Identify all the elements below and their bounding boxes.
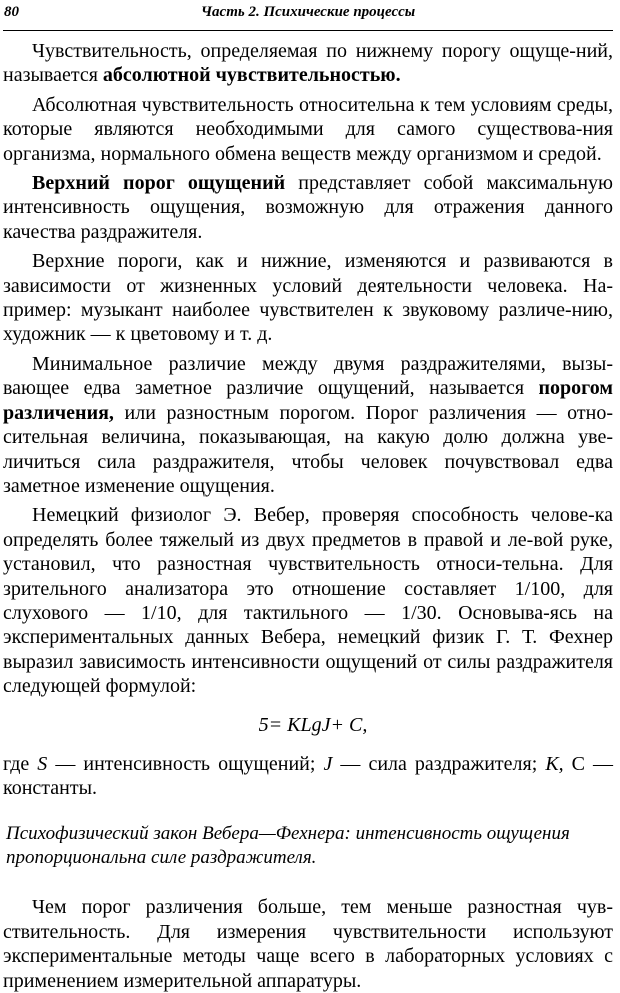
formula: 5= KLgJ+ C, [258, 713, 368, 736]
paragraph-difference-threshold: Минимальное различие между двумя раздражителями, вызы-вающее едва заметное различие ощущений, называется порогом различения, или разностным порогом. Порог различения — отно-сительная величина, показывающая, на какую долю должна уве-личиться сила раздражителя, чтобы человек почувствовал едва заметное изменение ощущения. [3, 352, 613, 497]
paragraph-upper-thresholds-change: Верхние пороги, как и нижние, изменяются и развиваются в зависимости от жизненных условий деятельности человека. На-пример: музыкант наиболее чувствителен к звуковому различе-нию, художник — к цветовому и т. д. [3, 250, 613, 346]
paragraph-measurement: Чем порог различения больше, тем меньше разностная чув-ствительность. Для измерения чувствительности используют экспериментальные методы чаще всего в лабораторных условиях с применением измерительной аппаратуры. [3, 896, 613, 992]
page-number: 80 [4, 4, 19, 20]
paragraph-absolute-sensitivity: Чувствительность, определяемая по нижнему порогу ощуще-ний, называется абсолютной чувствительностью. [3, 40, 613, 87]
paragraph-weber-fechner: Немецкий физиолог Э. Вебер, проверяя способность челове-ка определять более тяжелый из двух предметов в правой и ле-вой руке, установил, что разностная чувствительность относи-тельна. Для зрительного анализатора это отношение составляет 1/100, для слухового — 1/10, для тактильного — 1/30. Основыва-ясь на экспериментальных данных Вебера, немецкий физик Г. Т. Фехнер выразил зависимость интенсивности ощущений от силы раздражителя следующей формулой: [3, 504, 613, 698]
term-absolute-sensitivity: абсолютной чувствительностью. [102, 64, 401, 87]
paragraph-formula-legend: где S — интенсивность ощущений; J — сила раздражителя; К, С — константы. [3, 752, 614, 799]
page-body [3, 39, 613, 993]
page-header [3, 0, 613, 31]
running-title: Часть 2. Психические процессы [200, 4, 416, 20]
term-upper-threshold: Верхний порог ощущений [32, 172, 286, 195]
paragraph-upper-threshold: Верхний порог ощущений представляет собой максимальную интенсивность ощущения, возможную для отражения данного качества раздражителя. [3, 172, 613, 243]
paragraph-relativity: Абсолютная чувствительность относительна к тем условиям среды, которые являются необходимыми для самого существова-ния организма, нормального обмена веществ между организмом и средой. [3, 93, 613, 165]
law-statement: Психофизический закон Вебера—Фехнера: интенсивность ощущения пропорциональна силе раздражителя. [6, 823, 570, 869]
term-difference-threshold: порогом различения, [3, 377, 613, 424]
